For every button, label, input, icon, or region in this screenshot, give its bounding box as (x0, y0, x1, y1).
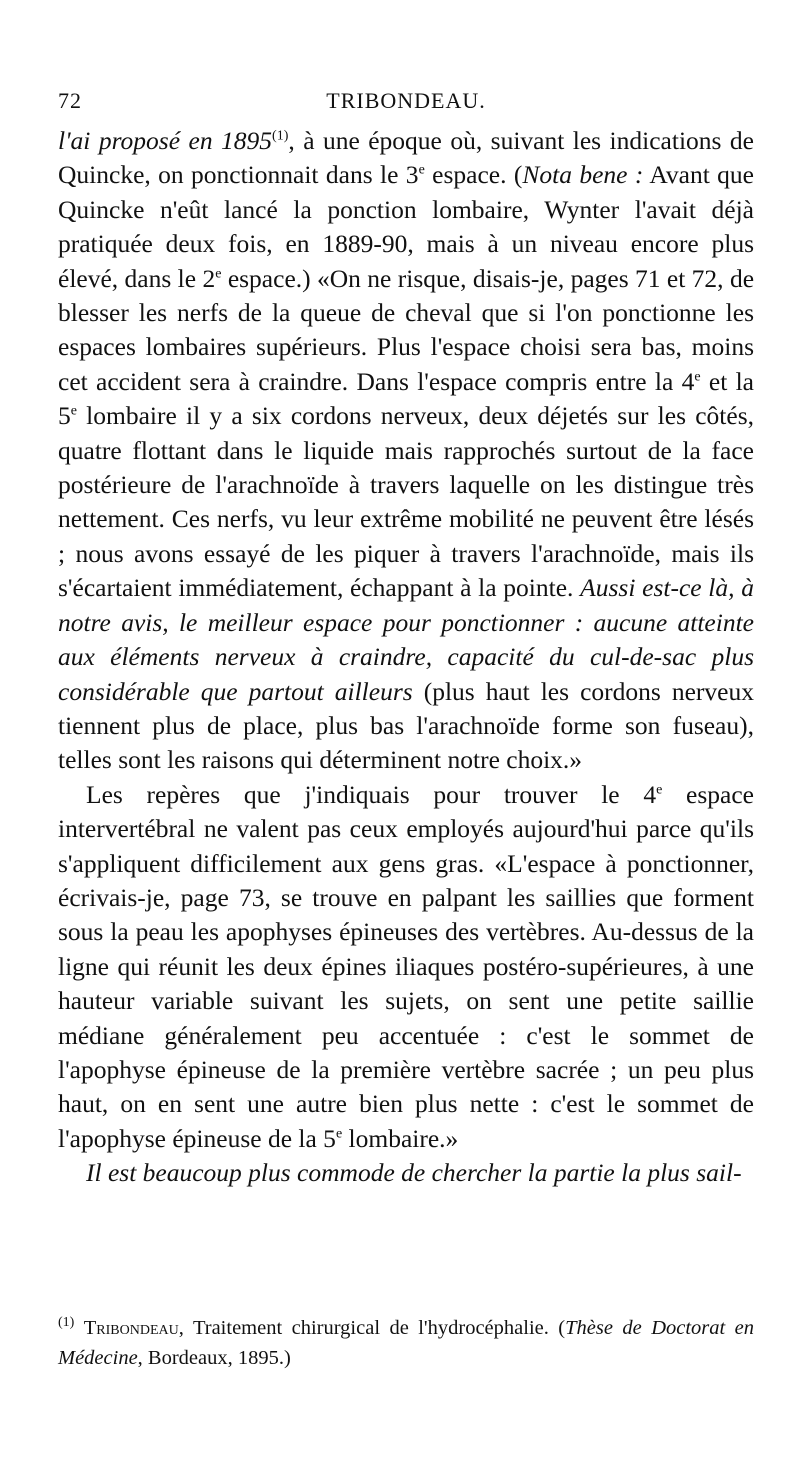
page-number: 72 (58, 88, 82, 113)
text-span: , à une époque où, suivant les indications de Quincke, on ponctionnait dans le 3 (58, 126, 754, 190)
page-content (58, 88, 754, 1191)
text-span: l'ai proposé en 1895 (58, 126, 273, 155)
footnote-marker: (1) (58, 1315, 75, 1331)
footnote-text: , Traitement chirurgical de l'hydrocéphalie. ( (178, 1317, 566, 1339)
running-title: TRIBONDEAU. (326, 88, 486, 113)
superscript: e (335, 1126, 343, 1142)
text-span: (plus haut les cordons nerveux tiennent plus de place, plus bas l'arachnoïde forme son fuseau), telles sont les raisons qui déterminent notre choix.» (58, 676, 754, 775)
text-span: espace.) «On ne risque, disais-je, pages 71 et 72, de blesser les nerfs de la queue de cheval que si l'on ponctionne les espaces lombaires supérieurs. Plus l'espace choisi sera bas, moins cet accident sera à craindre. Dans l'espace compris entre la 4 (58, 263, 755, 396)
superscript: e (656, 782, 663, 798)
nota-bene: Nota bene : (522, 160, 644, 190)
footnote-reference: (1) (272, 128, 289, 144)
superscript: e (70, 403, 77, 419)
body-text (58, 124, 754, 1191)
footnote-tail: , Bordeaux, 1895.) (137, 1347, 291, 1369)
text-span: lombaire il y a six cordons nerveux, deux déjetés sur les côtés, quatre flottant dans le liquide mais rapprochés surtout de la face postérieure de l'arachnoïde à travers laquelle on les distingue très nettement. Ces nerfs, vu leur extrême mobilité ne peuvent être lésés ; nous avons essayé de les piquer à travers l'arachnoïde, mais ils s'écartaient immédiatement, échappant à la pointe. (58, 401, 754, 603)
text-span: et la 5 (58, 366, 754, 431)
italic-quote: Aussi est-ce là, à notre avis, le meilleur espace pour ponctionner : aucune atteinte aux éléments nerveux à craindre, capacité du cul-de-sac plus considérable que partout ailleurs (58, 573, 754, 706)
footnote-thesis: Thèse de Doctorat en Médecine (58, 1317, 755, 1369)
paragraph-3: Il est beaucoup plus commode de chercher la partie la plus sail- (86, 1158, 742, 1188)
text-span: lombaire.» (342, 1123, 459, 1153)
footnote (58, 1313, 754, 1373)
paragraph-1 (58, 124, 754, 778)
footnote-author: Tribondeau (83, 1317, 179, 1339)
text-span: espace. ( (424, 160, 523, 190)
text-span: Les repères que j'indiquais pour trouver le 4 (86, 779, 657, 809)
page-header (58, 88, 754, 124)
superscript: e (215, 266, 222, 282)
superscript: e (418, 162, 425, 178)
paragraph-2 (58, 778, 754, 1156)
superscript: e (694, 369, 701, 385)
text-span: espace intervertébral ne valent pas ceux employés aujourd'hui parce qu'ils s'appliquent difficilement aux gens gras. «L'espace à ponctionner, écrivais-je, page 73, se trouve en palpant les saillies que forment sous la peau les apophyses épineuses des vertèbres. Au-dessus de la ligne qui réunit les deux épines iliaques postéro-supérieures, à une hauteur variable suivant les sujets, on sent une petite saillie médiane généralement peu accentuée : c'est le sommet de l'apophyse épineuse de la première vertèbre sacrée ; un peu plus haut, on en sent une autre bien plus nette : c'est le sommet de l'apophyse épineuse de la 5 (58, 779, 754, 1153)
text-span: Avant que Quincke n'eût lancé la ponction lombaire, Wynter l'avait déjà pratiquée deux fois, en 1889-90, mais à un niveau encore plus élevé, dans le 2 (58, 160, 754, 293)
